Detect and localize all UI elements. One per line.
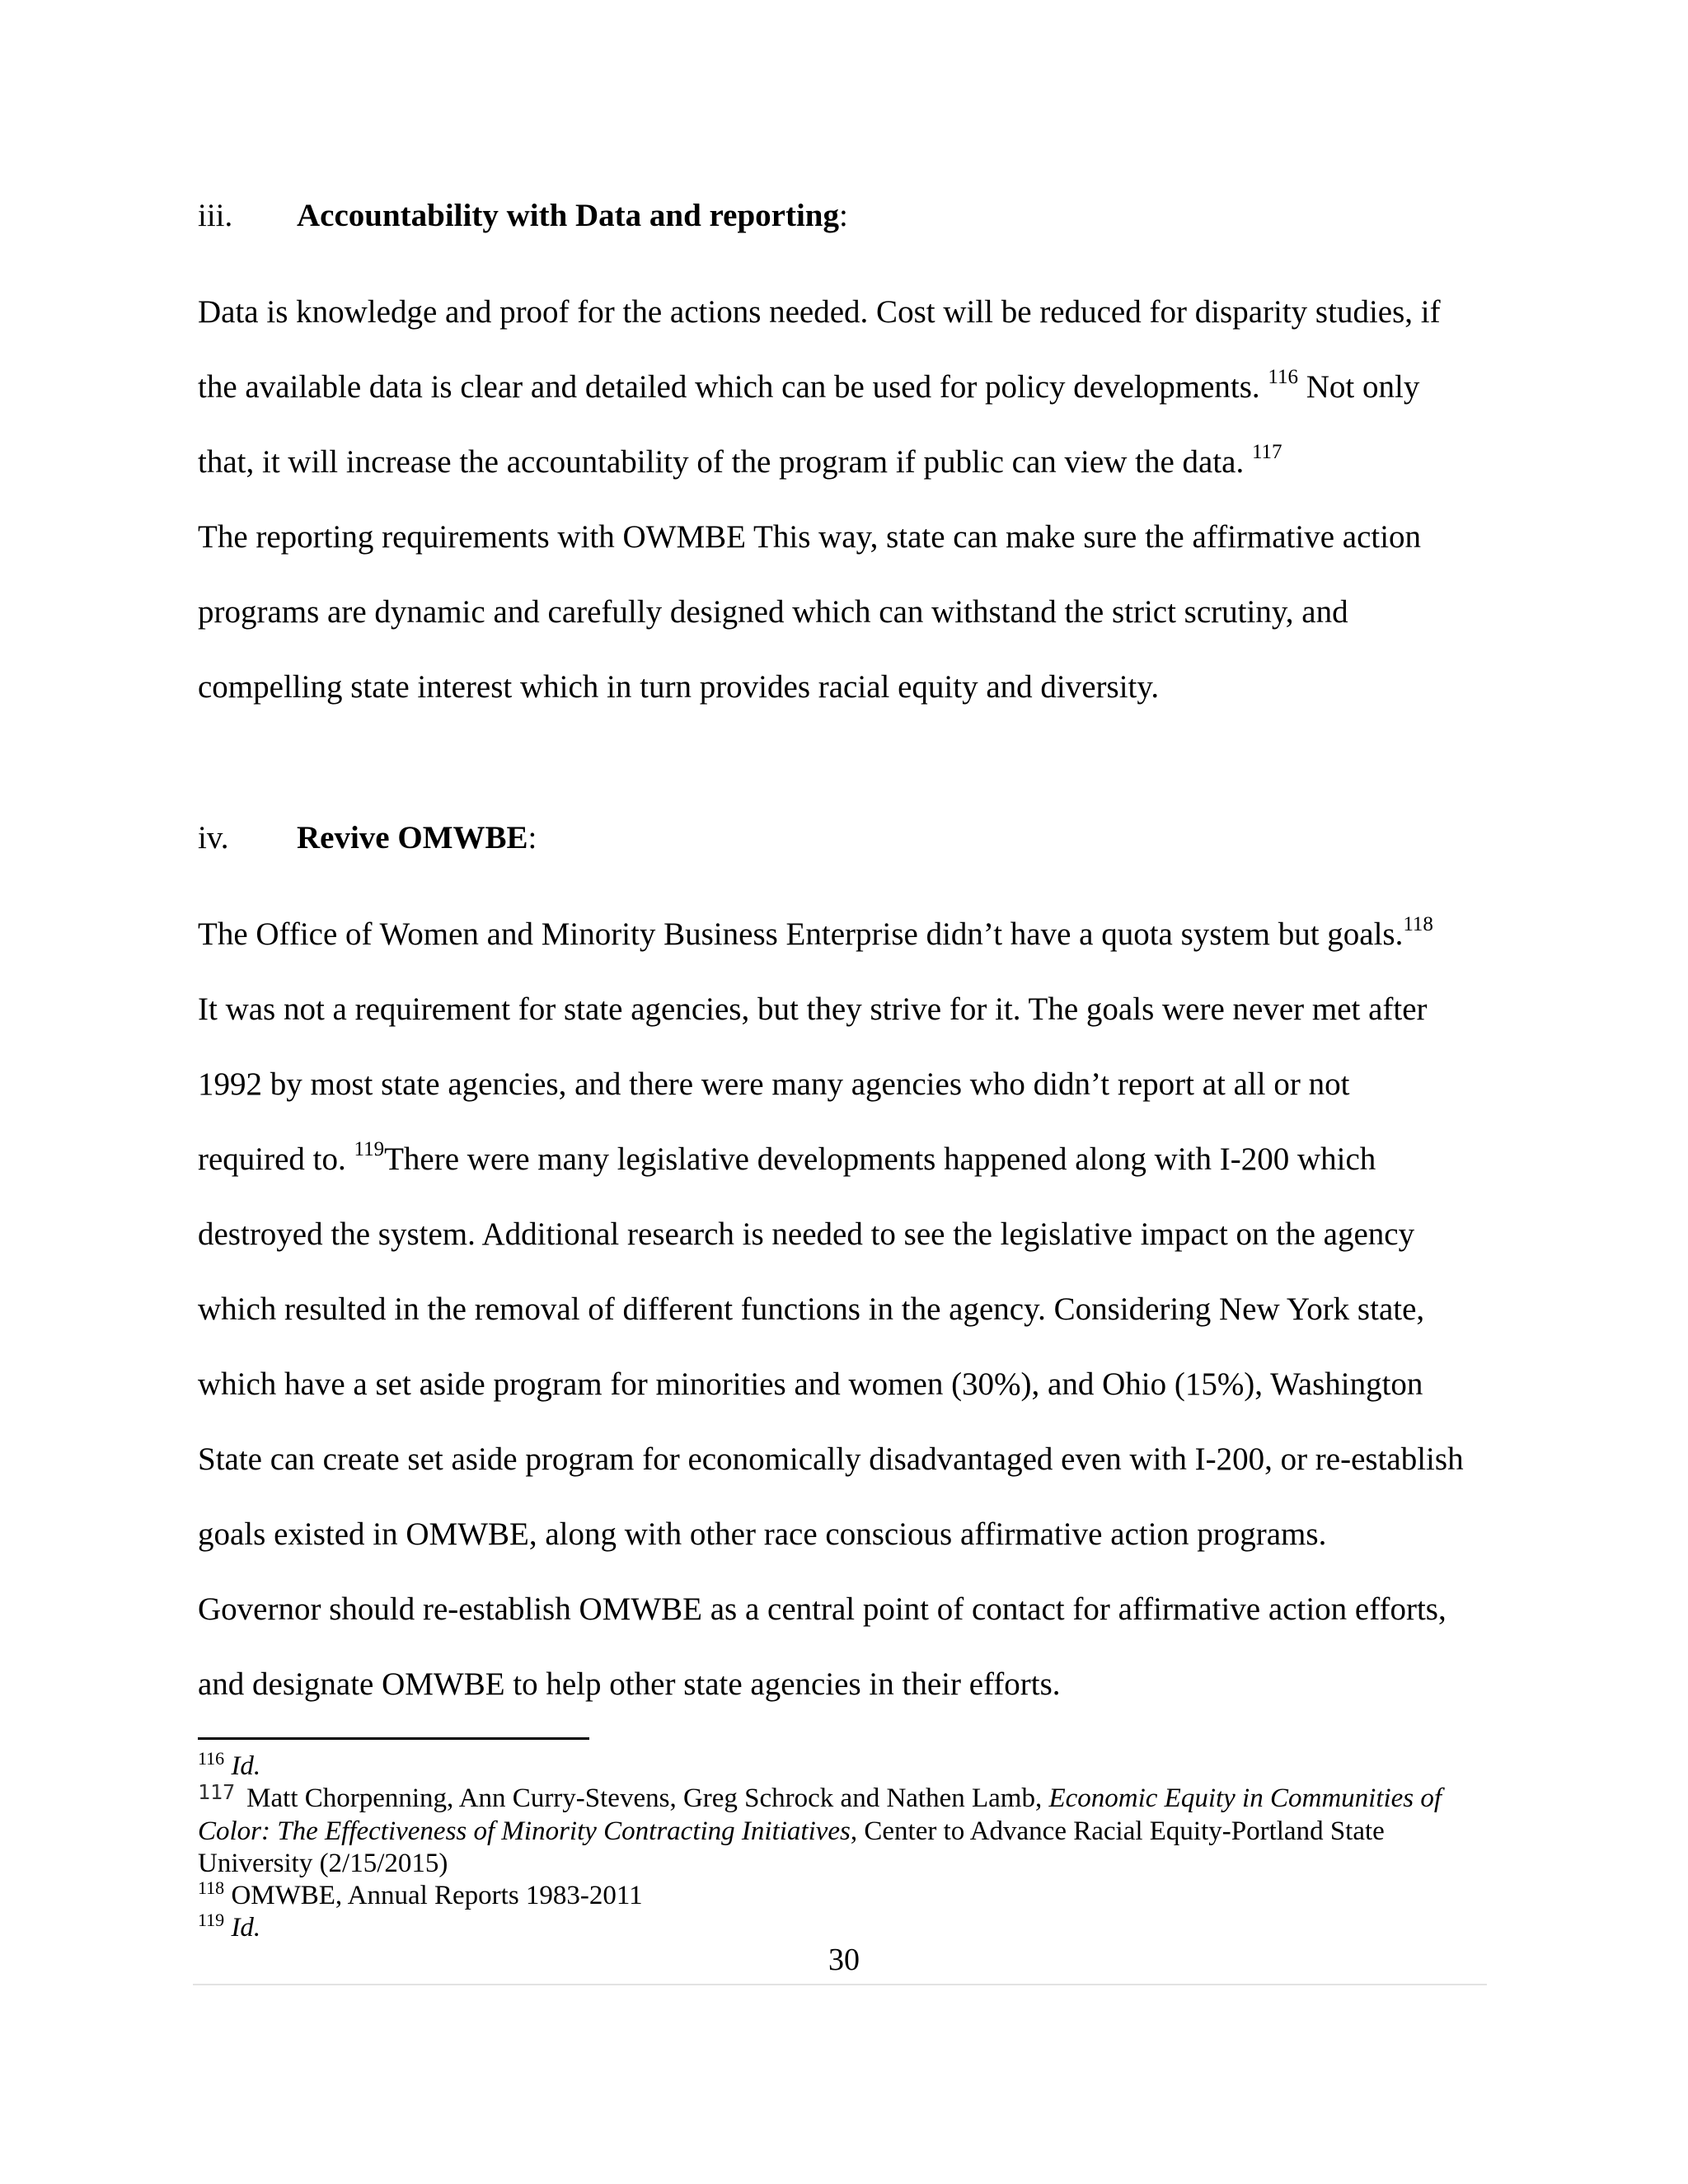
section-iii-colon: : [838, 198, 848, 233]
paragraph-line: Data is knowledge and proof for the actions needed. Cost will be reduced for disparity studies, if [198, 294, 1441, 330]
footnote-text: University (2/15/2015) [198, 1849, 448, 1878]
paragraph-line [198, 1122, 1517, 1197]
paragraph-line: compelling state interest which in turn provides racial equity and diversity. [198, 669, 1160, 705]
page-bottom-divider [193, 1984, 1487, 1985]
footnote-number: 116 [198, 1748, 225, 1769]
footnote-text: , Center to Advance Racial Equity-Portland State [850, 1816, 1385, 1846]
footnote-number: 119 [198, 1910, 225, 1930]
line-text: The Office of Women and Minority Business Enterprise didn’t have a quota system but goals. [198, 916, 1404, 952]
line-text: the available data is clear and detailed which can be used for policy developments. [198, 369, 1268, 405]
paragraph-line: 1992 by most state agencies, and there were many agencies who didn’t report at all or not [198, 1066, 1350, 1102]
footnotes [198, 1750, 1484, 1944]
paragraph-line: and designate OMWBE to help other state agencies in their efforts. [198, 1666, 1061, 1702]
footnote-separator [198, 1737, 589, 1740]
line-text: Not only [1298, 369, 1420, 405]
paragraph-line: programs are dynamic and carefully designed which can withstand the strict scrutiny, and [198, 594, 1348, 630]
paragraph-line: goals existed in OMWBE, along with other race conscious affirmative action programs. [198, 1516, 1327, 1552]
paragraph-line: The reporting requirements with OWMBE This way, state can make sure the affirmative action [198, 519, 1422, 555]
footnote-title: Color: The Effectiveness of Minority Contracting Initiatives [198, 1816, 851, 1846]
paragraph-line [198, 424, 1517, 499]
paragraph-line: which have a set aside program for minorities and women (30%), and Ohio (15%), Washington [198, 1366, 1423, 1402]
footnote-text: Id. [231, 1913, 261, 1943]
footnote-text: Id. [231, 1751, 261, 1781]
section-iv-paragraph [198, 897, 1517, 1722]
line-text: that, it will increase the accountability of the program if public can view the data. [198, 444, 1252, 480]
section-iii-title: Accountability with Data and reporting [297, 198, 839, 233]
footnote-ref-116[interactable]: 116 [1268, 366, 1298, 388]
footnote-ref-118[interactable]: 118 [1403, 913, 1433, 935]
paragraph-line: State can create set aside program for economically disadvantaged even with I-200, or re-establish [198, 1441, 1464, 1477]
page-number: 30 [828, 1943, 860, 1977]
paragraph-line: It was not a requirement for state agencies, but they strive for it. The goals were never met after [198, 991, 1428, 1027]
footnote-title: Economic Equity in Communities of [1048, 1783, 1442, 1813]
footnote-authors: Matt Chorpenning, Ann Curry-Stevens, Greg Schrock and Nathen Lamb, [246, 1783, 1049, 1813]
section-iv-title: Revive OMWBE [297, 820, 528, 855]
footnote-117 [198, 1780, 1484, 1880]
section-iv-heading [198, 818, 537, 858]
footnote-119 [198, 1912, 1484, 1944]
paragraph-line [198, 897, 1517, 972]
section-iv-number: iv. [198, 820, 229, 855]
footnote-116 [198, 1750, 1484, 1783]
line-text: There were many legislative developments happened along with I-200 which [384, 1141, 1376, 1177]
footnote-118 [198, 1877, 1484, 1912]
paragraph-line: Governor should re-establish OMWBE as a central point of contact for affirmative action efforts, [198, 1591, 1447, 1627]
footnote-number: 118 [198, 1877, 225, 1898]
section-iii-number: iii. [198, 198, 233, 233]
section-iii-heading [198, 196, 848, 236]
paragraph-line [198, 349, 1517, 424]
footnote-number: 117 [198, 1780, 236, 1804]
paragraph-line: destroyed the system. Additional research is needed to see the legislative impact on the agency [198, 1216, 1415, 1252]
footnote-text: OMWBE, Annual Reports 1983-2011 [231, 1881, 643, 1910]
section-iv-colon: : [528, 820, 537, 855]
footnote-ref-119[interactable]: 119 [354, 1138, 385, 1160]
line-text: required to. [198, 1141, 354, 1177]
section-iii-paragraph [198, 274, 1517, 724]
paragraph-line: which resulted in the removal of different functions in the agency. Considering New York state, [198, 1291, 1425, 1327]
footnote-ref-117[interactable]: 117 [1251, 441, 1282, 463]
